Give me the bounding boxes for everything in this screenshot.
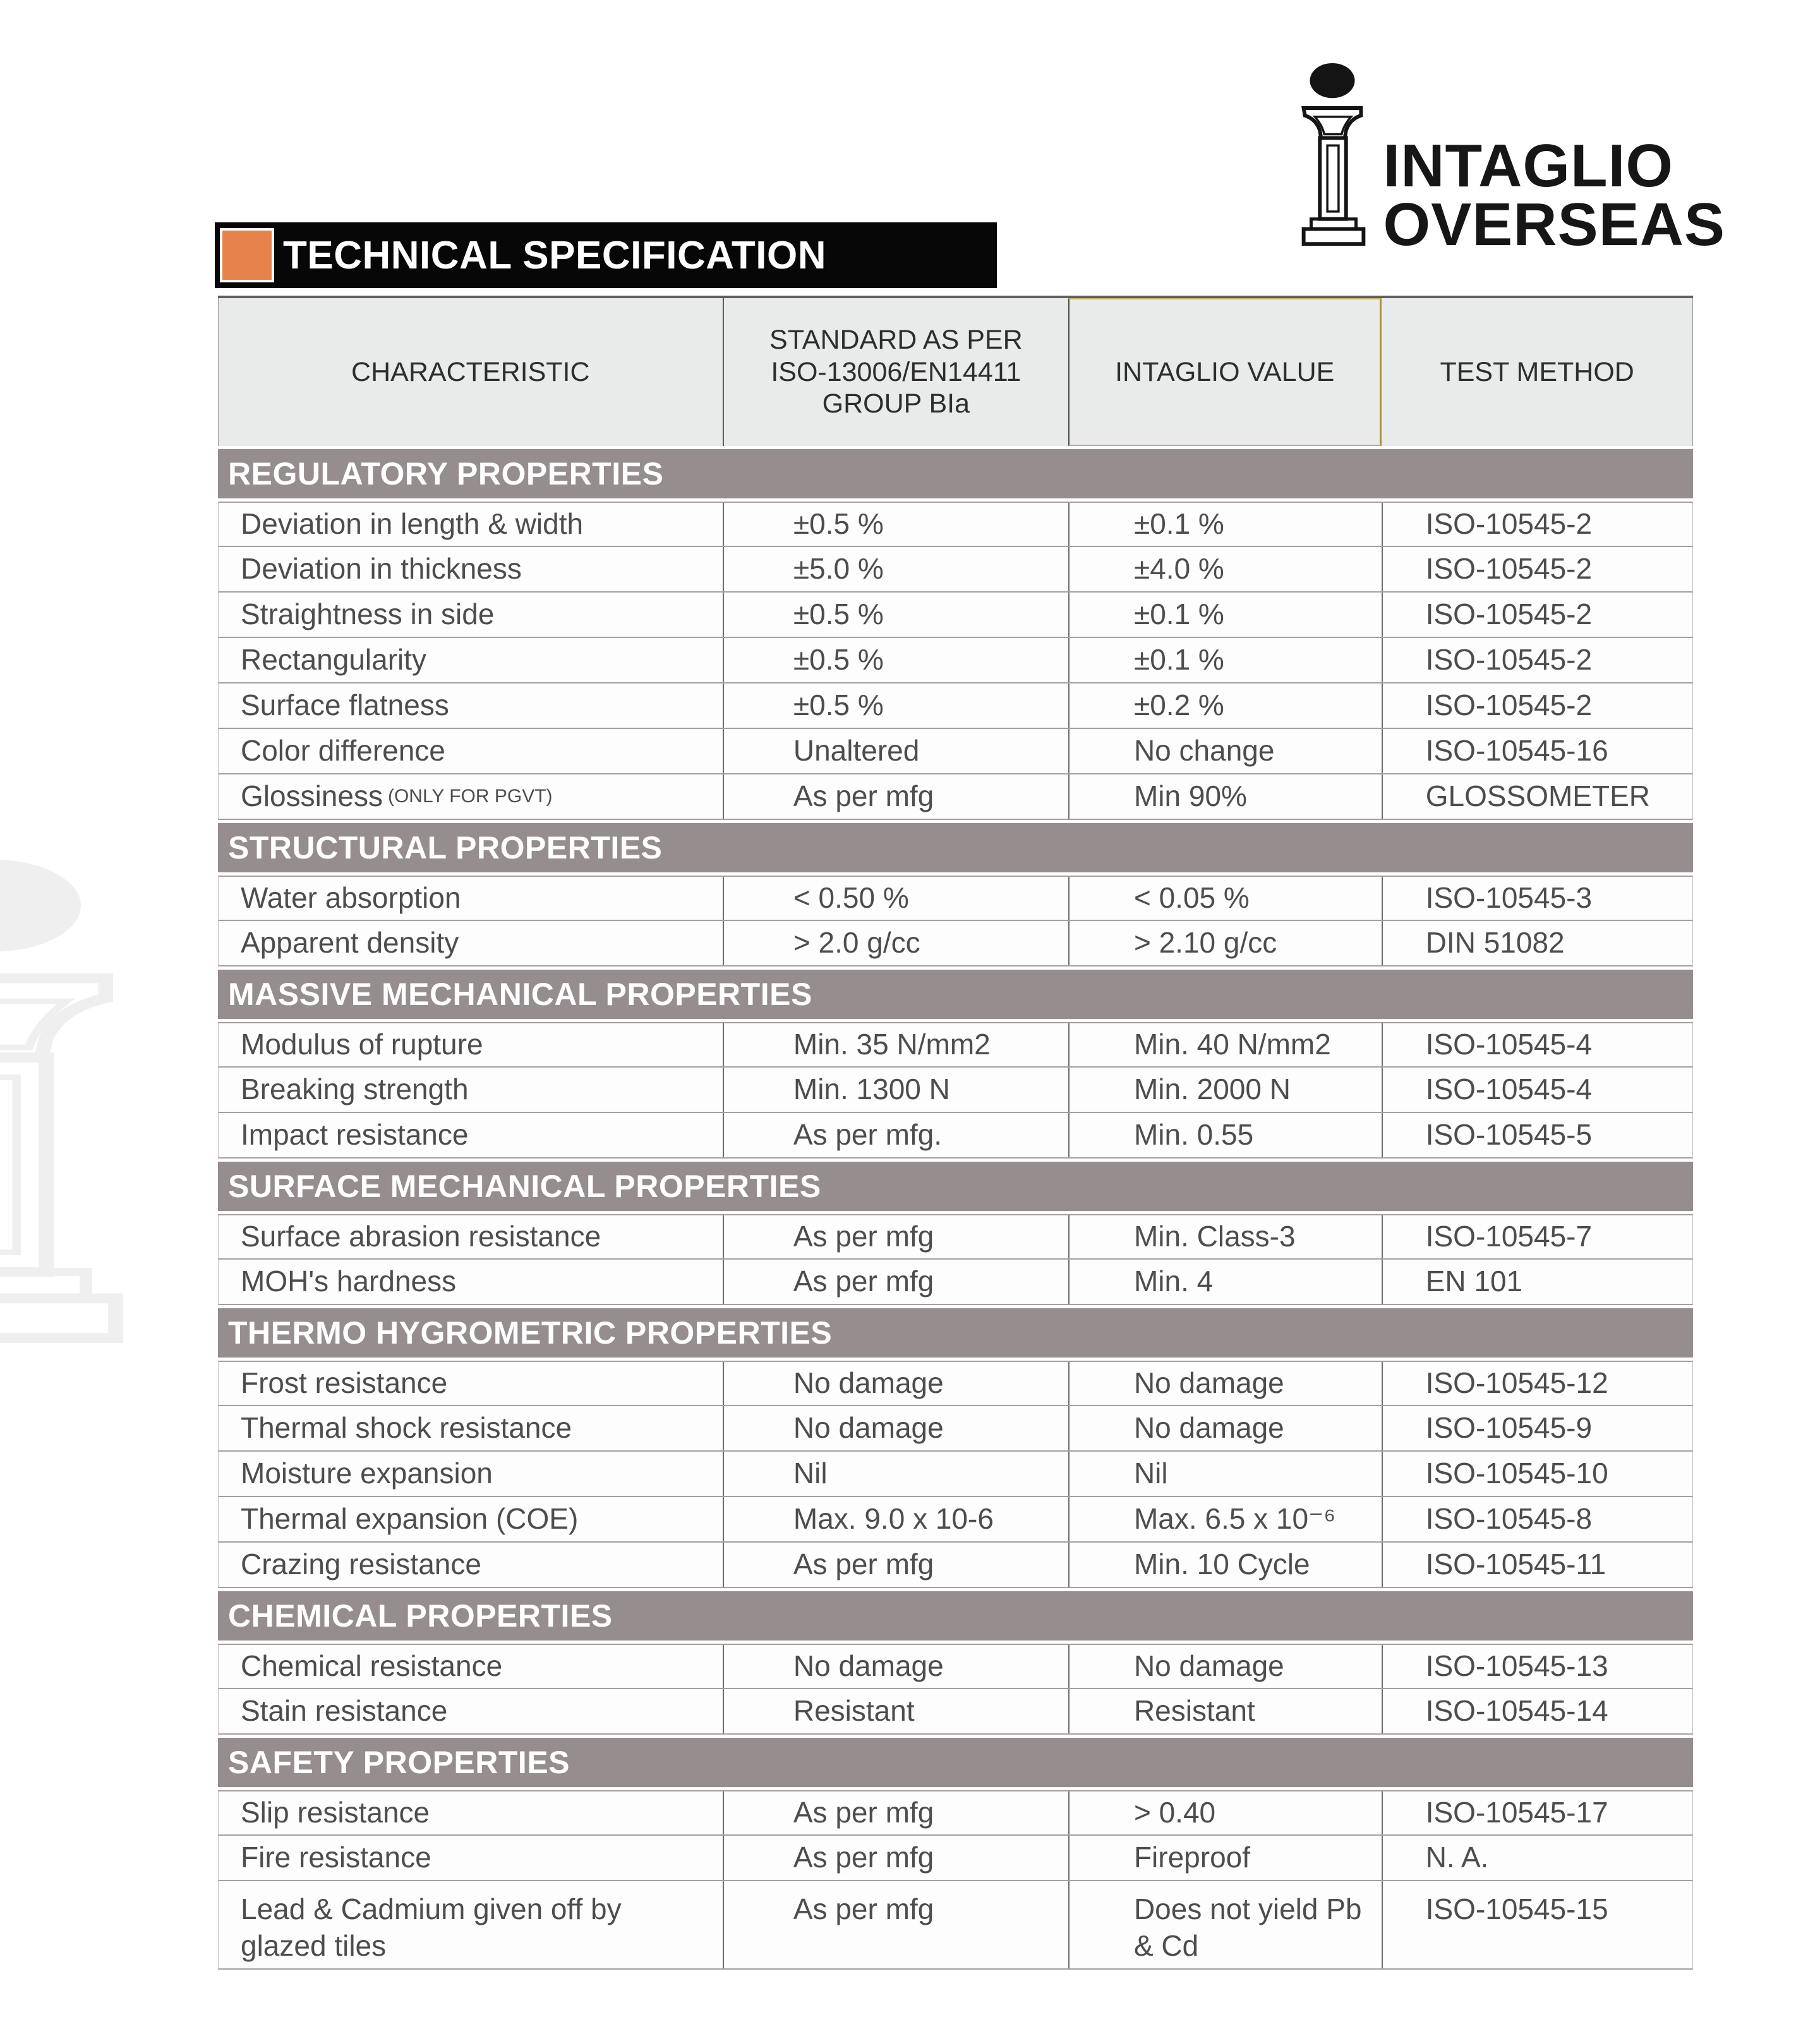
header-cell-text: TEST METHOD [1440,356,1634,387]
cell-test-method [1382,1791,1692,1834]
standard-value: As per mfg [793,1548,934,1581]
table-row [218,547,1693,593]
cell-standard [723,774,1068,819]
characteristic-label: Water absorption [241,881,461,915]
section-band: STRUCTURAL PROPERTIES [218,823,1693,872]
cell-characteristic [219,774,723,819]
table-row [218,638,1693,683]
intaglio-value: Does not yield Pb & Cd [1133,1893,1362,1962]
table-row [218,1644,1693,1689]
cell-standard [723,1260,1068,1304]
table-row [218,1260,1693,1305]
cell-test-method [1382,729,1692,773]
cell-characteristic [219,729,723,773]
test-method-value: ISO-10545-13 [1425,1649,1608,1683]
table-row [218,1214,1693,1260]
page-title: TECHNICAL SPECIFICATION [283,233,827,277]
cell-standard [723,1215,1068,1258]
cell-test-method [1382,1113,1692,1157]
cell-intaglio-value [1068,683,1382,728]
characteristic-label: MOH's hardness [241,1265,457,1298]
intaglio-value: ±0.2 % [1133,689,1224,722]
cell-test-method [1382,1836,1692,1880]
intaglio-value: ±0.1 % [1133,507,1224,541]
cell-intaglio-value [1068,877,1382,920]
characteristic-label: Rectangularity [241,643,427,677]
test-method-value: ISO-10545-16 [1425,734,1608,768]
intaglio-value: Min. 40 N/mm2 [1133,1028,1331,1061]
cell-intaglio-value [1068,729,1382,773]
cell-intaglio-value [1068,1068,1382,1112]
characteristic-label: Thermal expansion (COE) [241,1502,579,1536]
cell-standard [723,593,1068,637]
table-row [218,1836,1693,1881]
intaglio-value: Nil [1133,1457,1168,1490]
test-method-value: ISO-10545-10 [1425,1457,1608,1490]
cell-characteristic [219,877,723,920]
header-cell-text: CHARACTERISTIC [351,356,590,387]
intaglio-value: No damage [1133,1411,1284,1445]
intaglio-value: ±0.1 % [1133,598,1224,631]
header-cell-text: INTAGLIO VALUE [1115,356,1335,387]
characteristic-label: Fire resistance [241,1841,431,1874]
cell-standard [723,877,1068,920]
characteristic-label: Surface abrasion resistance [241,1220,601,1253]
column-watermark-icon [0,853,145,1364]
cell-standard [723,1689,1068,1733]
brand-logo [1295,61,1725,258]
table-row [218,1452,1693,1497]
standard-value: Max. 9.0 x 10-6 [793,1502,994,1536]
cell-test-method [1382,1023,1692,1066]
intaglio-value: No damage [1133,1649,1284,1683]
cell-characteristic [219,1023,723,1066]
standard-value: No damage [793,1411,944,1445]
characteristic-label: Lead & Cadmium given off by glazed tiles [241,1893,622,1962]
cell-standard [723,1113,1068,1157]
table-row [218,1543,1693,1588]
cell-test-method [1382,593,1692,637]
characteristic-label: Frost resistance [241,1366,448,1400]
cell-characteristic [219,1497,723,1541]
header-cell-text: GROUP BIa [822,388,970,419]
standard-value: ±0.5 % [793,598,884,631]
table-header-row [218,296,1693,446]
standard-value: As per mfg [793,1841,934,1874]
header-cell-test-method [1382,298,1693,446]
test-method-value: ISO-10545-7 [1425,1220,1593,1253]
test-method-value: ISO-10545-5 [1425,1118,1593,1152]
cell-test-method [1382,1689,1692,1733]
test-method-value: ISO-10545-17 [1425,1796,1608,1829]
cell-test-method [1382,774,1692,819]
intaglio-value: Min. 10 Cycle [1133,1548,1310,1581]
cell-standard [723,1791,1068,1834]
cell-standard [723,921,1068,965]
table-row [218,774,1693,820]
section-band: THERMO HYGROMETRIC PROPERTIES [218,1308,1693,1358]
cell-standard [723,547,1068,591]
table-row [218,1361,1693,1406]
cell-characteristic [219,1452,723,1496]
standard-value: As per mfg [793,780,934,813]
cell-test-method [1382,1543,1692,1587]
cell-intaglio-value [1068,1689,1382,1733]
cell-test-method [1382,638,1692,682]
section-band: MASSIVE MECHANICAL PROPERTIES [218,970,1693,1019]
table-row [218,1068,1693,1113]
standard-value: ±0.5 % [793,643,884,677]
header-cell-text: STANDARD AS PER [769,324,1023,355]
test-method-value: ISO-10545-2 [1425,552,1593,586]
standard-value: No damage [793,1649,944,1683]
header-cell-characteristic [218,298,723,446]
intaglio-value: Fireproof [1133,1841,1251,1874]
header-cell-text: ISO-13006/EN14411 [771,356,1021,387]
intaglio-value: > 0.40 [1133,1796,1216,1829]
characteristic-label: Straightness in side [241,598,495,631]
standard-value: Min. 1300 N [793,1073,950,1106]
cell-characteristic [219,921,723,965]
header-cell-standard [723,298,1069,446]
characteristic-label: Crazing resistance [241,1548,481,1581]
test-method-value: ISO-10545-2 [1425,643,1593,677]
table-row [218,876,1693,921]
characteristic-label: Thermal shock resistance [241,1411,572,1445]
cell-intaglio-value [1068,1791,1382,1834]
cell-standard [723,1836,1068,1880]
intaglio-value: Max. 6.5 x 10⁻⁶ [1133,1502,1336,1536]
cell-characteristic [219,1543,723,1587]
cell-test-method [1382,1645,1692,1688]
test-method-value: ISO-10545-4 [1425,1073,1593,1106]
table-row [218,1881,1693,1970]
cell-intaglio-value [1068,1113,1382,1157]
section-band: SURFACE MECHANICAL PROPERTIES [218,1162,1693,1211]
standard-value: ±5.0 % [793,552,884,586]
test-method-value: DIN 51082 [1425,926,1565,960]
standard-value: As per mfg. [793,1118,943,1152]
table-row [218,593,1693,638]
cell-test-method [1382,547,1692,591]
intaglio-value: Min. Class-3 [1133,1220,1296,1253]
standard-value: As per mfg [793,1796,934,1829]
cell-intaglio-value [1068,547,1382,591]
intaglio-value: No change [1133,734,1275,768]
cell-standard [723,1543,1068,1587]
standard-value: As per mfg [793,1265,934,1298]
title-bar [215,222,997,288]
test-method-value: ISO-10545-2 [1425,598,1593,631]
cell-intaglio-value [1068,1023,1382,1066]
cell-characteristic [219,503,723,546]
cell-standard [723,1023,1068,1066]
cell-intaglio-value [1068,774,1382,819]
cell-standard [723,729,1068,773]
characteristic-label: Stain resistance [241,1694,448,1728]
intaglio-value: > 2.10 g/cc [1133,926,1277,960]
intaglio-value: < 0.05 % [1133,881,1250,915]
cell-standard [723,683,1068,728]
brand-name [1383,131,1725,258]
table-row [218,502,1693,547]
cell-intaglio-value [1068,1543,1382,1587]
cell-intaglio-value [1068,1362,1382,1405]
cell-test-method [1382,683,1692,728]
cell-standard [723,1452,1068,1496]
test-method-value: N. A. [1425,1841,1489,1874]
test-method-value: GLOSSOMETER [1425,780,1650,813]
table-row [218,1497,1693,1543]
test-method-value: EN 101 [1425,1265,1523,1298]
standard-value: As per mfg [793,1893,934,1925]
cell-characteristic [219,1362,723,1405]
standard-value: Resistant [793,1694,915,1728]
standard-value: ±0.5 % [793,507,884,541]
cell-characteristic [219,547,723,591]
section-band: SAFETY PROPERTIES [218,1738,1693,1787]
cell-test-method [1382,1881,1692,1968]
cell-intaglio-value [1068,638,1382,682]
cell-characteristic [219,683,723,728]
test-method-value: ISO-10545-14 [1425,1694,1608,1728]
characteristic-label: Slip resistance [241,1796,430,1829]
characteristic-label: Impact resistance [241,1118,469,1152]
characteristic-label: Deviation in thickness [241,552,522,586]
cell-standard [723,1406,1068,1450]
section-band: CHEMICAL PROPERTIES [218,1591,1693,1641]
characteristic-label: Modulus of rupture [241,1028,483,1061]
intaglio-value: Min. 0.55 [1133,1118,1254,1152]
standard-value: < 0.50 % [793,881,909,915]
cell-intaglio-value [1068,1215,1382,1258]
cell-characteristic [219,1068,723,1112]
cell-characteristic [219,593,723,637]
table-row [218,1406,1693,1452]
cell-standard [723,1362,1068,1405]
standard-value: Unaltered [793,734,920,768]
standard-value: ±0.5 % [793,689,884,722]
test-method-value: ISO-10545-8 [1425,1502,1593,1536]
intaglio-value: Min. 4 [1133,1265,1214,1298]
cell-standard [723,638,1068,682]
cell-intaglio-value [1068,1452,1382,1496]
cell-test-method [1382,1260,1692,1304]
cell-characteristic [219,1689,723,1733]
cell-characteristic [219,638,723,682]
cell-standard [723,1881,1068,1968]
cell-characteristic [219,1836,723,1880]
cell-test-method [1382,1068,1692,1112]
characteristic-label: Color difference [241,734,445,768]
intaglio-value: ±4.0 % [1133,552,1224,586]
cell-test-method [1382,1406,1692,1450]
cell-test-method [1382,877,1692,920]
column-icon [1295,61,1372,254]
cell-characteristic [219,1113,723,1157]
cell-intaglio-value [1068,1260,1382,1304]
cell-test-method [1382,921,1692,965]
intaglio-value: Min 90% [1133,780,1247,813]
intaglio-value: Min. 2000 N [1133,1073,1291,1106]
cell-intaglio-value [1068,593,1382,637]
header-cell-intaglio-value [1068,298,1382,446]
test-method-value: ISO-10545-2 [1425,507,1593,541]
cell-characteristic [219,1645,723,1688]
cell-characteristic [219,1215,723,1258]
intaglio-value: ±0.1 % [1133,643,1224,677]
table-row [218,1113,1693,1159]
standard-value: > 2.0 g/cc [793,926,920,960]
cell-intaglio-value [1068,503,1382,546]
cell-test-method [1382,503,1692,546]
cell-test-method [1382,1215,1692,1258]
cell-characteristic [219,1791,723,1834]
cell-test-method [1382,1452,1692,1496]
cell-standard [723,503,1068,546]
standard-value: As per mfg [793,1220,934,1253]
standard-value: No damage [793,1366,944,1400]
characteristic-label: Glossiness [241,780,383,813]
cell-characteristic [219,1881,723,1968]
test-method-value: ISO-10545-15 [1425,1893,1608,1925]
title-accent-square [220,228,274,282]
test-method-value: ISO-10545-3 [1425,881,1593,915]
cell-test-method [1382,1497,1692,1541]
test-method-value: ISO-10545-11 [1425,1548,1606,1581]
characteristic-label-note: (ONLY FOR PGVT) [387,786,553,807]
cell-standard [723,1068,1068,1112]
cell-intaglio-value [1068,1497,1382,1541]
intaglio-value: Resistant [1133,1694,1255,1728]
table-row [218,1689,1693,1735]
characteristic-label: Apparent density [241,926,459,960]
test-method-value: ISO-10545-9 [1425,1411,1593,1445]
characteristic-label: Surface flatness [241,689,449,722]
cell-characteristic [219,1406,723,1450]
intaglio-value: No damage [1133,1366,1284,1400]
table-row [218,921,1693,966]
cell-characteristic [219,1260,723,1304]
cell-intaglio-value [1068,921,1382,965]
table-row [218,683,1693,729]
standard-value: Nil [793,1457,828,1490]
cell-intaglio-value [1068,1881,1382,1968]
cell-standard [723,1497,1068,1541]
table-row [218,1790,1693,1836]
cell-test-method [1382,1362,1692,1405]
characteristic-label: Moisture expansion [241,1457,493,1490]
table-row [218,1022,1693,1068]
spec-table [218,296,1693,1970]
test-method-value: ISO-10545-4 [1425,1028,1593,1061]
brand-name-line2: OVERSEAS [1383,190,1725,258]
table-row [218,729,1693,774]
cell-standard [723,1645,1068,1688]
characteristic-label: Breaking strength [241,1073,469,1106]
brand-name-line1: INTAGLIO [1383,131,1674,200]
standard-value: Min. 35 N/mm2 [793,1028,991,1061]
cell-intaglio-value [1068,1836,1382,1880]
cell-intaglio-value [1068,1645,1382,1688]
test-method-value: ISO-10545-2 [1425,689,1593,722]
characteristic-label: Deviation in length & width [241,507,584,541]
cell-intaglio-value [1068,1406,1382,1450]
test-method-value: ISO-10545-12 [1425,1366,1608,1400]
characteristic-label: Chemical resistance [241,1649,503,1683]
section-band: REGULATORY PROPERTIES [218,449,1693,498]
